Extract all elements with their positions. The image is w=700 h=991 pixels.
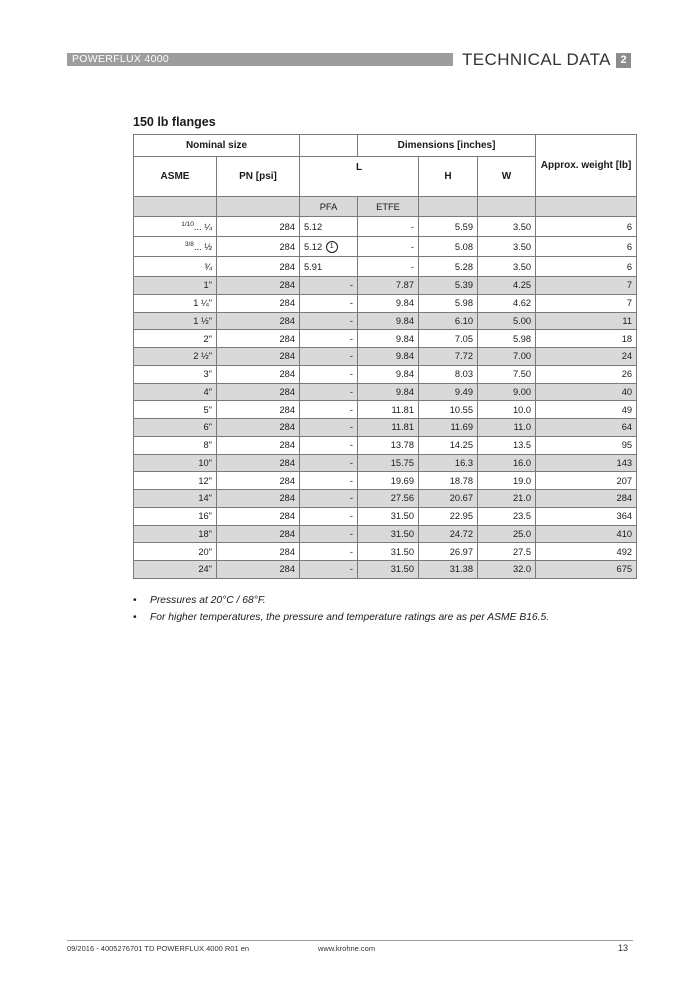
table-row: [134, 490, 637, 508]
weight-cell: 49: [536, 401, 637, 419]
pfa-cell: -: [300, 312, 358, 330]
fraction-sep: ...: [193, 242, 202, 253]
pfa-cell: -: [300, 436, 358, 454]
h-cell: 7.72: [419, 348, 478, 366]
etfe-cell: 31.50: [358, 525, 419, 543]
etfe-header: ETFE: [358, 197, 419, 217]
pn-cell: 284: [217, 365, 300, 383]
h-cell: 5.98: [419, 294, 478, 312]
asme-cell: 5": [134, 401, 217, 419]
weight-cell: 410: [536, 525, 637, 543]
h-cell: 7.05: [419, 330, 478, 348]
pn-cell: 284: [217, 561, 300, 579]
table-row: [134, 454, 637, 472]
pn-cell: 284: [217, 419, 300, 437]
h-cell: 14.25: [419, 436, 478, 454]
weight-cell: 11: [536, 312, 637, 330]
pn-cell: 284: [217, 312, 300, 330]
h-cell: 5.39: [419, 277, 478, 295]
table-row: [134, 525, 637, 543]
w-cell: 3.50: [478, 217, 536, 237]
section-header-title: TECHNICAL DATA: [462, 50, 611, 69]
pfa-cell: -: [300, 277, 358, 295]
asme-cell: 12": [134, 472, 217, 490]
w-cell: 3.50: [478, 237, 536, 257]
pfa-cell: -: [300, 561, 358, 579]
asme-cell: 2": [134, 330, 217, 348]
weight-cell: 207: [536, 472, 637, 490]
h-cell: 5.28: [419, 257, 478, 277]
pn-cell: 284: [217, 294, 300, 312]
etfe-cell: -: [358, 257, 419, 277]
dimensions-header: Dimensions [inches]: [358, 135, 536, 157]
weight-cell: 675: [536, 561, 637, 579]
table-row: [134, 217, 637, 237]
w-cell: 5.00: [478, 312, 536, 330]
l-header: L: [300, 157, 419, 197]
asme-cell: 1 ½": [134, 312, 217, 330]
sub-header-cell: [536, 197, 637, 217]
table-row: [134, 419, 637, 437]
weight-cell: 7: [536, 294, 637, 312]
w-cell: 5.98: [478, 330, 536, 348]
bullet-icon: •: [133, 612, 137, 623]
pfa-cell: -: [300, 454, 358, 472]
etfe-cell: 9.84: [358, 383, 419, 401]
table-row: [134, 436, 637, 454]
table-row: [134, 277, 637, 295]
pn-cell: 284: [217, 277, 300, 295]
pn-cell: 284: [217, 507, 300, 525]
asme-cell: [134, 217, 217, 237]
pfa-cell: -: [300, 507, 358, 525]
h-cell: 22.95: [419, 507, 478, 525]
sub-header-cell: [134, 197, 217, 217]
blank-header: [300, 135, 358, 157]
w-cell: 19.0: [478, 472, 536, 490]
fraction-start: 1/10: [181, 221, 194, 229]
table-row: [134, 294, 637, 312]
w-cell: 11.0: [478, 419, 536, 437]
footer-url: www.krohne.com: [318, 944, 376, 953]
product-name: POWERFLUX 4000: [72, 53, 169, 65]
etfe-cell: 27.56: [358, 490, 419, 508]
fraction-end: ½: [204, 242, 212, 253]
etfe-cell: 7.87: [358, 277, 419, 295]
pn-cell: 284: [217, 257, 300, 277]
pfa-cell: -: [300, 419, 358, 437]
asme-cell: 2 ½": [134, 348, 217, 366]
weight-cell: 95: [536, 436, 637, 454]
h-cell: 5.59: [419, 217, 478, 237]
w-header: W: [478, 157, 536, 197]
asme-cell: 8": [134, 436, 217, 454]
table-row: [134, 312, 637, 330]
notes-list: [133, 592, 549, 626]
asme-cell: ¾: [134, 257, 217, 277]
footnote-marker: 1: [326, 241, 338, 253]
h-cell: 10.55: [419, 401, 478, 419]
etfe-cell: -: [358, 237, 419, 257]
w-cell: 3.50: [478, 257, 536, 277]
pn-cell: 284: [217, 348, 300, 366]
pn-header: PN [psi]: [217, 157, 300, 197]
h-header: H: [419, 157, 478, 197]
w-cell: 13.5: [478, 436, 536, 454]
pn-cell: 284: [217, 436, 300, 454]
pn-cell: 284: [217, 330, 300, 348]
pfa-cell: -: [300, 472, 358, 490]
footer-doc-id: 09/2016 - 4005276701 TD POWERFLUX 4000 R01 en: [67, 944, 250, 953]
asme-cell: 10": [134, 454, 217, 472]
h-cell: 20.67: [419, 490, 478, 508]
pn-cell: 284: [217, 525, 300, 543]
w-cell: 4.25: [478, 277, 536, 295]
weight-cell: 492: [536, 543, 637, 561]
asme-header: ASME: [134, 157, 217, 197]
pfa-cell: -: [300, 383, 358, 401]
etfe-cell: 31.50: [358, 543, 419, 561]
asme-cell: 16": [134, 507, 217, 525]
h-cell: 16.3: [419, 454, 478, 472]
w-cell: 21.0: [478, 490, 536, 508]
asme-cell: 4": [134, 383, 217, 401]
note-text: For higher temperatures, the pressure and temperature ratings are as per ASME B16.5.: [150, 612, 550, 623]
w-cell: 27.5: [478, 543, 536, 561]
pfa-cell: -: [300, 401, 358, 419]
table-row: [134, 257, 637, 277]
note-item: [133, 592, 549, 609]
weight-cell: 6: [536, 237, 637, 257]
etfe-cell: 9.84: [358, 312, 419, 330]
weight-cell: 6: [536, 217, 637, 237]
pfa-cell: -: [300, 525, 358, 543]
note-item: [133, 609, 549, 626]
table-row: [134, 472, 637, 490]
etfe-cell: -: [358, 217, 419, 237]
pfa-cell: -: [300, 490, 358, 508]
pfa-cell: -: [300, 330, 358, 348]
asme-cell: 14": [134, 490, 217, 508]
table-row: [134, 383, 637, 401]
w-cell: 16.0: [478, 454, 536, 472]
pfa-header: PFA: [300, 197, 358, 217]
section-title: 150 lb flanges: [133, 115, 216, 129]
table-row: [134, 401, 637, 419]
table-row: [134, 330, 637, 348]
pn-cell: 284: [217, 237, 300, 257]
pfa-cell: -: [300, 294, 358, 312]
weight-cell: 24: [536, 348, 637, 366]
nominal-size-header: Nominal size: [134, 135, 300, 157]
weight-cell: 18: [536, 330, 637, 348]
table-row: [134, 348, 637, 366]
pfa-value: 5.12: [304, 241, 323, 252]
table-row: [134, 543, 637, 561]
h-cell: 31.38: [419, 561, 478, 579]
h-cell: 5.08: [419, 237, 478, 257]
pn-cell: 284: [217, 401, 300, 419]
etfe-cell: 9.84: [358, 365, 419, 383]
pn-cell: 284: [217, 383, 300, 401]
weight-cell: 40: [536, 383, 637, 401]
weight-cell: 64: [536, 419, 637, 437]
pn-cell: 284: [217, 472, 300, 490]
weight-cell: 7: [536, 277, 637, 295]
weight-cell: 364: [536, 507, 637, 525]
weight-cell: 6: [536, 257, 637, 277]
h-cell: 9.49: [419, 383, 478, 401]
etfe-cell: 9.84: [358, 348, 419, 366]
etfe-cell: 11.81: [358, 419, 419, 437]
h-cell: 26.97: [419, 543, 478, 561]
w-cell: 7.50: [478, 365, 536, 383]
sub-header-cell: [217, 197, 300, 217]
etfe-cell: 13.78: [358, 436, 419, 454]
h-cell: 8.03: [419, 365, 478, 383]
pn-cell: 284: [217, 543, 300, 561]
w-cell: 7.00: [478, 348, 536, 366]
pn-cell: 284: [217, 454, 300, 472]
w-cell: 4.62: [478, 294, 536, 312]
etfe-cell: 9.84: [358, 330, 419, 348]
etfe-cell: 11.81: [358, 401, 419, 419]
pfa-cell: -: [300, 348, 358, 366]
etfe-cell: 19.69: [358, 472, 419, 490]
footer-divider: [67, 940, 633, 941]
h-cell: 18.78: [419, 472, 478, 490]
etfe-cell: 31.50: [358, 507, 419, 525]
w-cell: 32.0: [478, 561, 536, 579]
fraction-start: 3/8: [184, 241, 194, 249]
table-row: [134, 365, 637, 383]
fraction-end: ¼: [204, 222, 212, 233]
asme-cell: [134, 237, 217, 257]
pfa-cell: 5.12: [300, 217, 358, 237]
asme-cell: 24": [134, 561, 217, 579]
etfe-cell: 31.50: [358, 561, 419, 579]
pn-cell: 284: [217, 217, 300, 237]
pfa-cell: [300, 237, 358, 257]
asme-cell: 20": [134, 543, 217, 561]
asme-cell: 18": [134, 525, 217, 543]
weight-header: Approx. weight [lb]: [536, 135, 637, 197]
h-cell: 24.72: [419, 525, 478, 543]
flange-table: [133, 134, 637, 579]
w-cell: 25.0: [478, 525, 536, 543]
w-cell: 10.0: [478, 401, 536, 419]
h-cell: 6.10: [419, 312, 478, 330]
pfa-cell: 5.91: [300, 257, 358, 277]
table-row: [134, 237, 637, 257]
table-row: [134, 507, 637, 525]
pn-cell: 284: [217, 490, 300, 508]
asme-cell: 6": [134, 419, 217, 437]
etfe-cell: 15.75: [358, 454, 419, 472]
bullet-icon: •: [133, 595, 137, 606]
weight-cell: 26: [536, 365, 637, 383]
h-cell: 11.69: [419, 419, 478, 437]
sub-header-cell: [478, 197, 536, 217]
weight-cell: 284: [536, 490, 637, 508]
note-text: Pressures at 20°C / 68°F.: [150, 595, 266, 606]
etfe-cell: 9.84: [358, 294, 419, 312]
pfa-cell: -: [300, 543, 358, 561]
asme-cell: 3": [134, 365, 217, 383]
table-row: [134, 561, 637, 579]
asme-cell: 1": [134, 277, 217, 295]
w-cell: 23.5: [478, 507, 536, 525]
asme-cell: 1 ¼": [134, 294, 217, 312]
chapter-number: 2: [616, 53, 631, 68]
w-cell: 9.00: [478, 383, 536, 401]
weight-cell: 143: [536, 454, 637, 472]
pfa-cell: -: [300, 365, 358, 383]
sub-header-cell: [419, 197, 478, 217]
page-number: 13: [618, 943, 629, 953]
fraction-sep: ...: [193, 222, 202, 233]
